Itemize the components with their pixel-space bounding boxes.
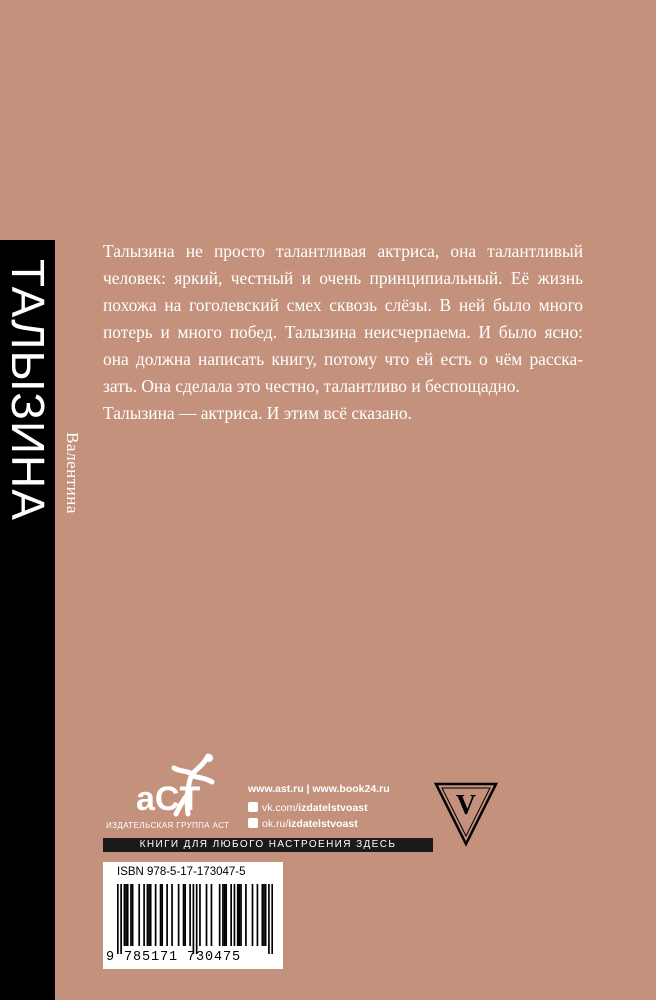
barcode-bar — [222, 884, 224, 946]
barcode-bar — [199, 884, 201, 946]
barcode-bar — [171, 884, 173, 946]
barcode-bar — [225, 884, 227, 946]
barcode-bar — [155, 884, 157, 946]
barcode-bar — [268, 884, 270, 954]
spine-black-band — [0, 240, 55, 1000]
blurb-line: Талызина — актриса. И этим всё сказано. — [103, 403, 412, 423]
barcode-bar — [193, 884, 195, 954]
barcode-bar — [161, 884, 163, 946]
barcode-bar — [206, 884, 208, 946]
barcode-bar — [160, 884, 162, 946]
blurb-line: зать. Она сделала это честно, талантливо и беспощадно. — [103, 376, 520, 396]
barcode-bar — [127, 884, 129, 946]
barcode-bar — [271, 884, 273, 954]
barcode-bar — [262, 884, 264, 946]
barcode-bars — [117, 884, 273, 954]
vk-handle: izdatelstvoast — [298, 802, 368, 814]
ok-icon — [248, 818, 258, 828]
barcode-bar — [125, 884, 127, 946]
barcode-bar — [263, 884, 265, 946]
barcode-bar — [124, 884, 126, 946]
barcode-bar — [252, 884, 254, 946]
barcode-bar — [132, 884, 134, 946]
barcode-bar — [237, 884, 239, 946]
book-blurb — [103, 238, 583, 427]
author-surname-text: ТАЛЫЗИНА — [1, 259, 54, 521]
blurb-line: она должна написать книгу, потому что ей есть о чём расска- — [103, 349, 583, 369]
blurb-line: Талызина не просто талантливая актриса, она талантливый — [103, 241, 583, 261]
publisher-caption: ИЗДАТЕЛЬСКАЯ ГРУППА АСТ — [106, 821, 230, 830]
barcode-bar — [150, 884, 152, 946]
blurb-line: похожа на гоголевский смех сквозь слёзы. В ней было много — [103, 295, 583, 315]
imprint-v-badge-icon — [432, 780, 500, 848]
barcode-bar — [224, 884, 226, 946]
ok-handle: izdatelstvoast — [288, 818, 358, 830]
vk-prefix: vk.com/ — [262, 802, 299, 814]
barcode-bar — [240, 884, 242, 946]
barcode-bar — [120, 884, 122, 954]
barcode-bar — [184, 884, 186, 946]
barcode-bar — [239, 884, 241, 946]
publisher-slogan: КНИГИ ДЛЯ ЛЮБОГО НАСТРОЕНИЯ ЗДЕСЬ — [103, 838, 433, 852]
barcode-bar — [147, 884, 149, 946]
barcode-bar — [234, 884, 236, 946]
ok-prefix: ok.ru/ — [262, 818, 289, 830]
barcode-bar — [245, 884, 247, 946]
barcode-bar — [219, 884, 221, 946]
isbn-text: ISBN 978-5-17-173047-5 — [117, 866, 246, 878]
author-firstname — [58, 418, 86, 528]
barcode-bar — [211, 884, 213, 946]
barcode-bar — [178, 884, 180, 946]
barcode-bar — [196, 884, 198, 954]
barcode-bar — [183, 884, 185, 946]
author-firstname-text: Валентина — [63, 432, 82, 514]
blurb-line: человек: яркий, честный и очень принципиальный. Её жизнь — [103, 268, 583, 288]
vk-link[interactable] — [248, 802, 368, 814]
barcode-bar — [189, 884, 191, 946]
barcode-bar — [166, 884, 168, 946]
barcode-digits: 9 785171 730475 — [106, 950, 242, 965]
barcode-bar — [148, 884, 150, 946]
barcode-bar — [117, 884, 119, 954]
imprint-letter: V — [455, 790, 477, 821]
barcode-bar — [257, 884, 259, 946]
ast-logo — [106, 752, 236, 830]
vk-icon — [248, 802, 258, 812]
barcode-bar — [265, 884, 267, 946]
ast-logo-text: aCT — [136, 780, 201, 818]
blurb-line: потерь и много побед. Талызина неисчерпаема. И было ясно: — [103, 322, 583, 342]
isbn-barcode — [103, 862, 283, 969]
ok-link[interactable] — [248, 818, 358, 830]
publisher-websites[interactable]: www.ast.ru | www.book24.ru — [248, 783, 390, 795]
author-surname — [0, 240, 55, 540]
barcode-bar — [230, 884, 232, 946]
barcode-bar — [138, 884, 140, 946]
barcode-bar — [130, 884, 132, 946]
barcode-bar — [143, 884, 145, 946]
